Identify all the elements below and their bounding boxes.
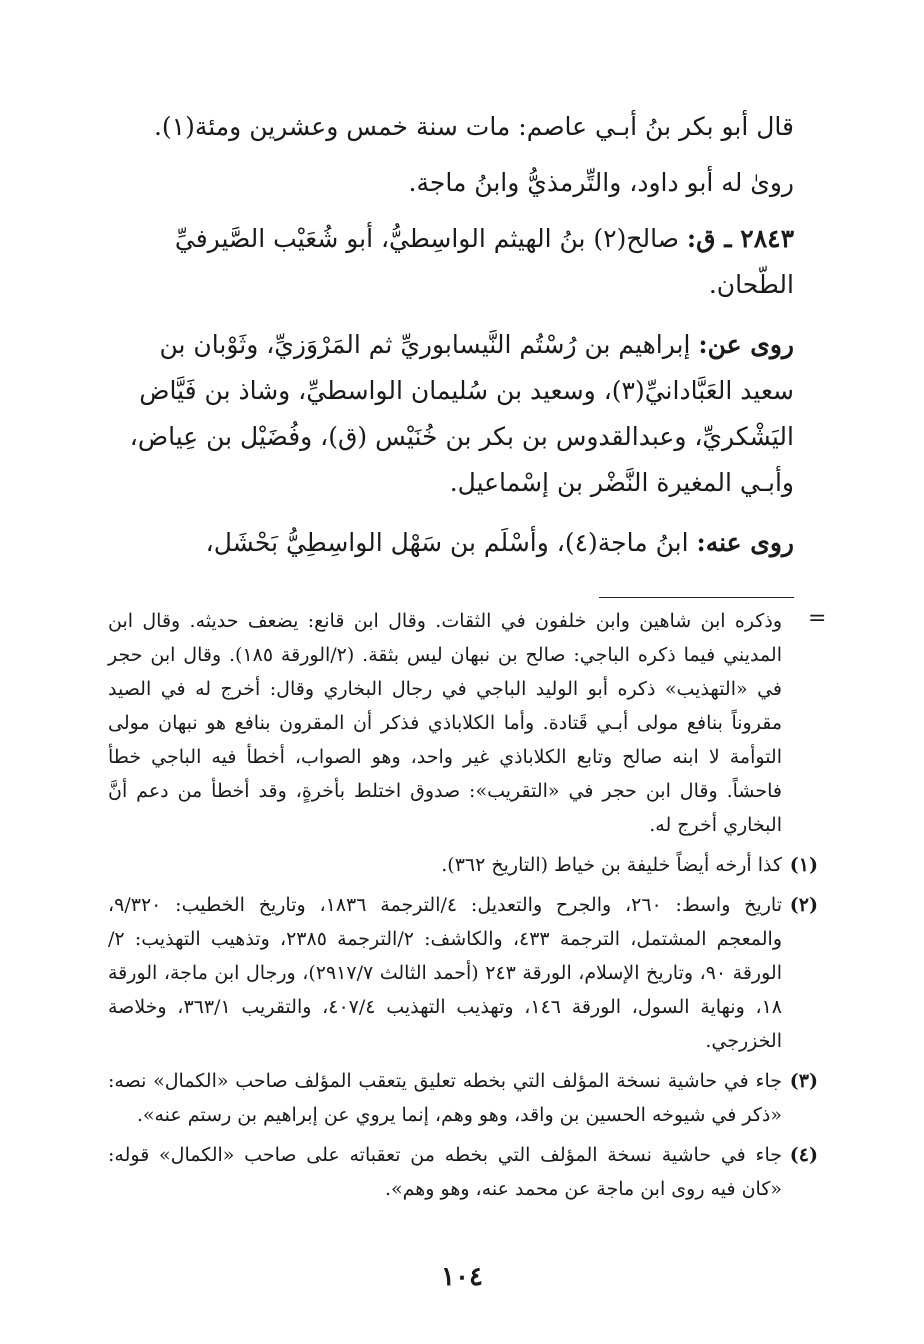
footnote-1-number: (١) <box>789 854 818 876</box>
narrated-from-line-2: سعيد العَبَّادانيِّ(٣)، وسعيد بن سُليمان الواسطيِّ، وشاذ بن فَيَّاض <box>139 376 794 405</box>
footnote-2-text: تاريخ واسط: ٢٦٠، والجرح والتعديل: ٤/الترجمة ١٨٣٦، وتاريخ الخطيب: ٩/٣٢٠، والمعجم المشتمل، الترجمة ٤٣٣، والكاشف: ٢/الترجمة ٢٣٨٥، وتذهيب التهذيب: ٢/الورقة ٩٠، وتاريخ الإسلام، الورقة ٢٤٣ (أحمد الثالث ٢٩١٧/٧)، ورجال ابن ماجة، الورقة ١٨، ونهاية السول، الورقة ١٤٦، وتهذيب التهذيب ٤٠٧/٤، والتقريب ٣٦٣/١، وخلاصة الخزرجي. <box>108 894 783 1052</box>
footnote-3 <box>108 1064 818 1132</box>
narrated-from-line-3: اليَشْكريِّ، وعبدالقدوس بن بكر بن خُنَيْس (ق)، وفُضَيْل بن عِياض، <box>129 422 794 451</box>
main-text <box>104 104 794 566</box>
narrated-from-line-4: وأبـي المغيرة النَّضْر بن إسْماعيل. <box>449 468 794 497</box>
narrated-from-line-1: إبراهيم بن رُسْتُم النَّيسابوريِّ ثم المَرْوَزيِّ، وثَوْبان بن <box>159 330 691 359</box>
entry-number: ٢٨٤٣ ـ ق: <box>686 224 794 253</box>
entry-heading <box>104 216 794 308</box>
footnote-4 <box>108 1138 818 1206</box>
footnote-3-number: (٣) <box>789 1070 818 1092</box>
continuation-mark: = <box>808 606 827 631</box>
footnote-4-number: (٤) <box>789 1144 818 1166</box>
narrated-by-label: روى عنه: <box>696 528 794 557</box>
footnote-1-text: كذا أرخه أيضاً خليفة بن خياط (التاريخ ٣٦٢). <box>441 854 782 876</box>
footnote-4-text: جاء في حاشية نسخة المؤلف التي بخطه من تعقباته على صاحب «الكمال» قوله: «كان فيه روى ابن ماجة عن محمد عنه، وهو وهم». <box>108 1144 782 1200</box>
footnote-continuation-text: وذكره ابن شاهين وابن خلفون في الثقات. وقال ابن قانع: يضعف حديثه. وقال ابن المديني فيما ذكره الباجي: صالح بن نبهان ليس بثقة. (٢/الورقة ١٨٥). وقال ابن حجر في «التهذيب» ذكره أبو الوليد الباجي في رجال البخاري وقال: أخرج له في الصيد مقروناً بنافع مولى أبـي قَتادة. وأما الكلاباذي فذكر أن المقرون بنافع هو نبهان مولى التوأمة لا ابنه صالح وتابع الكلاباذي غير واحد، وهو الصواب، أخطأ فيه الباجي خطأ فاحشاً. وقال ابن حجر في «التقريب»: صدوق اختلط بأخرةٍ، وقد أخطأ من دعم أنَّ البخاري أخرج له. <box>108 610 782 836</box>
footnote-continuation <box>108 604 818 842</box>
entry-name: صالح(٢) بنُ الهيثم الواسِطيُّ، أبو شُعَيْب الصَّيرفيِّ <box>174 224 679 253</box>
footnote-3-text: جاء في حاشية نسخة المؤلف التي بخطه تعليق يتعقب المؤلف صاحب «الكمال» نصه: «ذكر في شيوخه الحسين بن واقد، وهو وهم، إنما يروي عن إبراهيم بن رستم عنه». <box>108 1070 782 1126</box>
footnote-separator <box>599 597 794 598</box>
footnote-2 <box>108 888 818 1058</box>
footnotes <box>108 604 818 1212</box>
paragraph-death-date: قال أبو بكر بنُ أبـي عاصم: مات سنة خمس وعشرين ومئة(١). <box>153 112 794 141</box>
narrated-from-label: روى عن: <box>698 330 794 359</box>
paragraph-narrated-from <box>104 322 794 506</box>
paragraph-narrated-by <box>104 520 794 566</box>
footnote-2-number: (٢) <box>789 894 818 916</box>
narrated-by-line-1: ابنُ ماجة(٤)، وأسْلَم بن سَهْل الواسِطِيُّ بَحْشَل، <box>205 528 689 557</box>
footnote-1 <box>108 848 818 882</box>
entry-name-cont: الطّحان. <box>708 270 794 299</box>
page-number: ١٠٤ <box>441 1262 483 1292</box>
paragraph-narrators-of-previous: روىٰ له أبو داود، والتِّرمذيُّ وابنُ ماجة. <box>408 168 794 197</box>
